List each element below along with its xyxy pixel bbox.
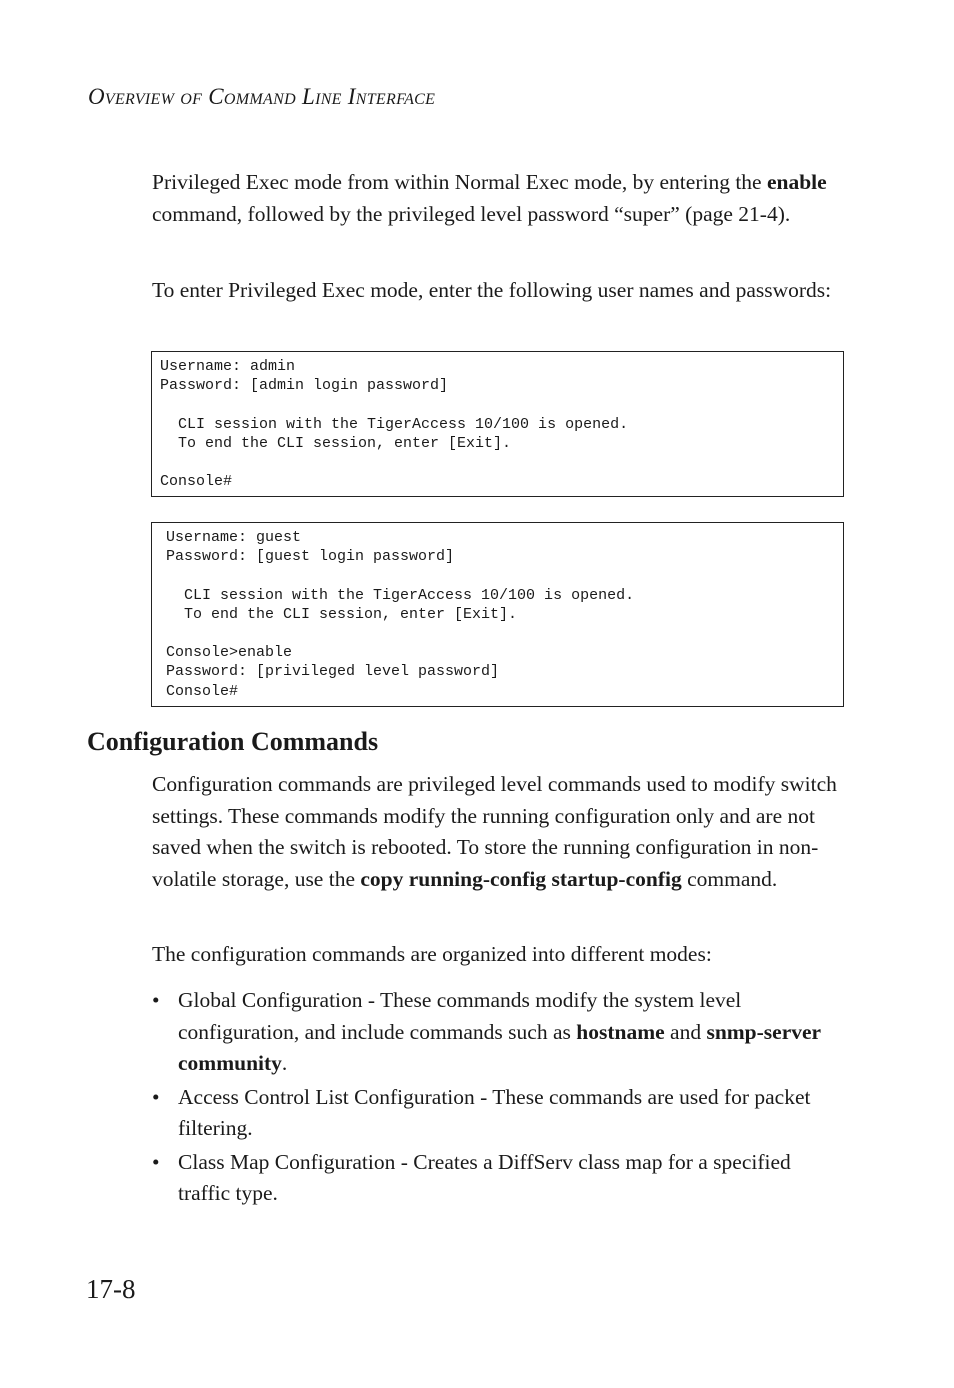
list-item	[152, 985, 842, 1080]
section-text-a: Configuration commands are privileged level commands used to modify switch settings. These commands modify the running configuration only and are not saved when the switch is rebooted. To store the running configuration in non-volatile storage, use the	[152, 772, 837, 891]
snmp-command: snmp-server community	[178, 1019, 821, 1075]
section-paragraph-1	[152, 769, 842, 895]
bullet-1-text-a: Global Configuration - These commands modify the system level configuration, and include commands such as	[178, 988, 742, 1044]
bullet-icon: •	[152, 1149, 160, 1174]
bullet-1-text-e: .	[281, 1051, 288, 1075]
intro-paragraph-2	[152, 275, 842, 307]
list-item	[152, 1082, 842, 1145]
code-admin-text: Username: admin Password: [admin login password] CLI session with the TigerAccess 10/100 is opened. To end the CLI session, enter [Exit]. Console#	[160, 358, 629, 491]
code-guest-text: Username: guest Password: [guest login password] CLI session with the TigerAccess 10/100 is opened. To end the CLI session, enter [Exit]. Console>enable Password: [privileged level password] Console#	[166, 529, 635, 700]
code-block-guest	[151, 522, 844, 707]
bullet-1-text-c: and	[664, 1019, 707, 1044]
enable-command: enable	[766, 170, 827, 194]
list-item	[152, 1147, 842, 1210]
bullet-3-text: Class Map Configuration - Creates a DiffServ class map for a specified traffic type.	[178, 1149, 791, 1205]
bullet-icon: •	[152, 988, 160, 1012]
running-header: Overview of Command Line Interface	[88, 84, 436, 109]
code-block-admin	[151, 351, 844, 497]
copy-config-command: copy running-config startup-config	[360, 866, 682, 891]
hostname-command: hostname	[576, 1019, 665, 1044]
section-text-c: command.	[681, 866, 778, 891]
intro-text-a: Privileged Exec mode from within Normal Exec mode, by entering the	[152, 170, 767, 194]
section-paragraph-2	[152, 939, 842, 971]
page-number: 17-8	[86, 1274, 136, 1304]
section-text-2: The configuration commands are organized into different modes:	[152, 942, 712, 966]
mode-list	[152, 985, 842, 1212]
section-title: Configuration Commands	[87, 727, 379, 756]
intro-text-c: command, followed by the privileged level password “super” (page 21-4).	[152, 201, 791, 226]
intro-text-2: To enter Privileged Exec mode, enter the following user names and passwords:	[152, 278, 832, 302]
intro-paragraph-1	[152, 167, 842, 230]
bullet-icon: •	[152, 1084, 160, 1109]
bullet-2-text: Access Control List Configuration - These commands are used for packet filtering.	[178, 1084, 811, 1140]
